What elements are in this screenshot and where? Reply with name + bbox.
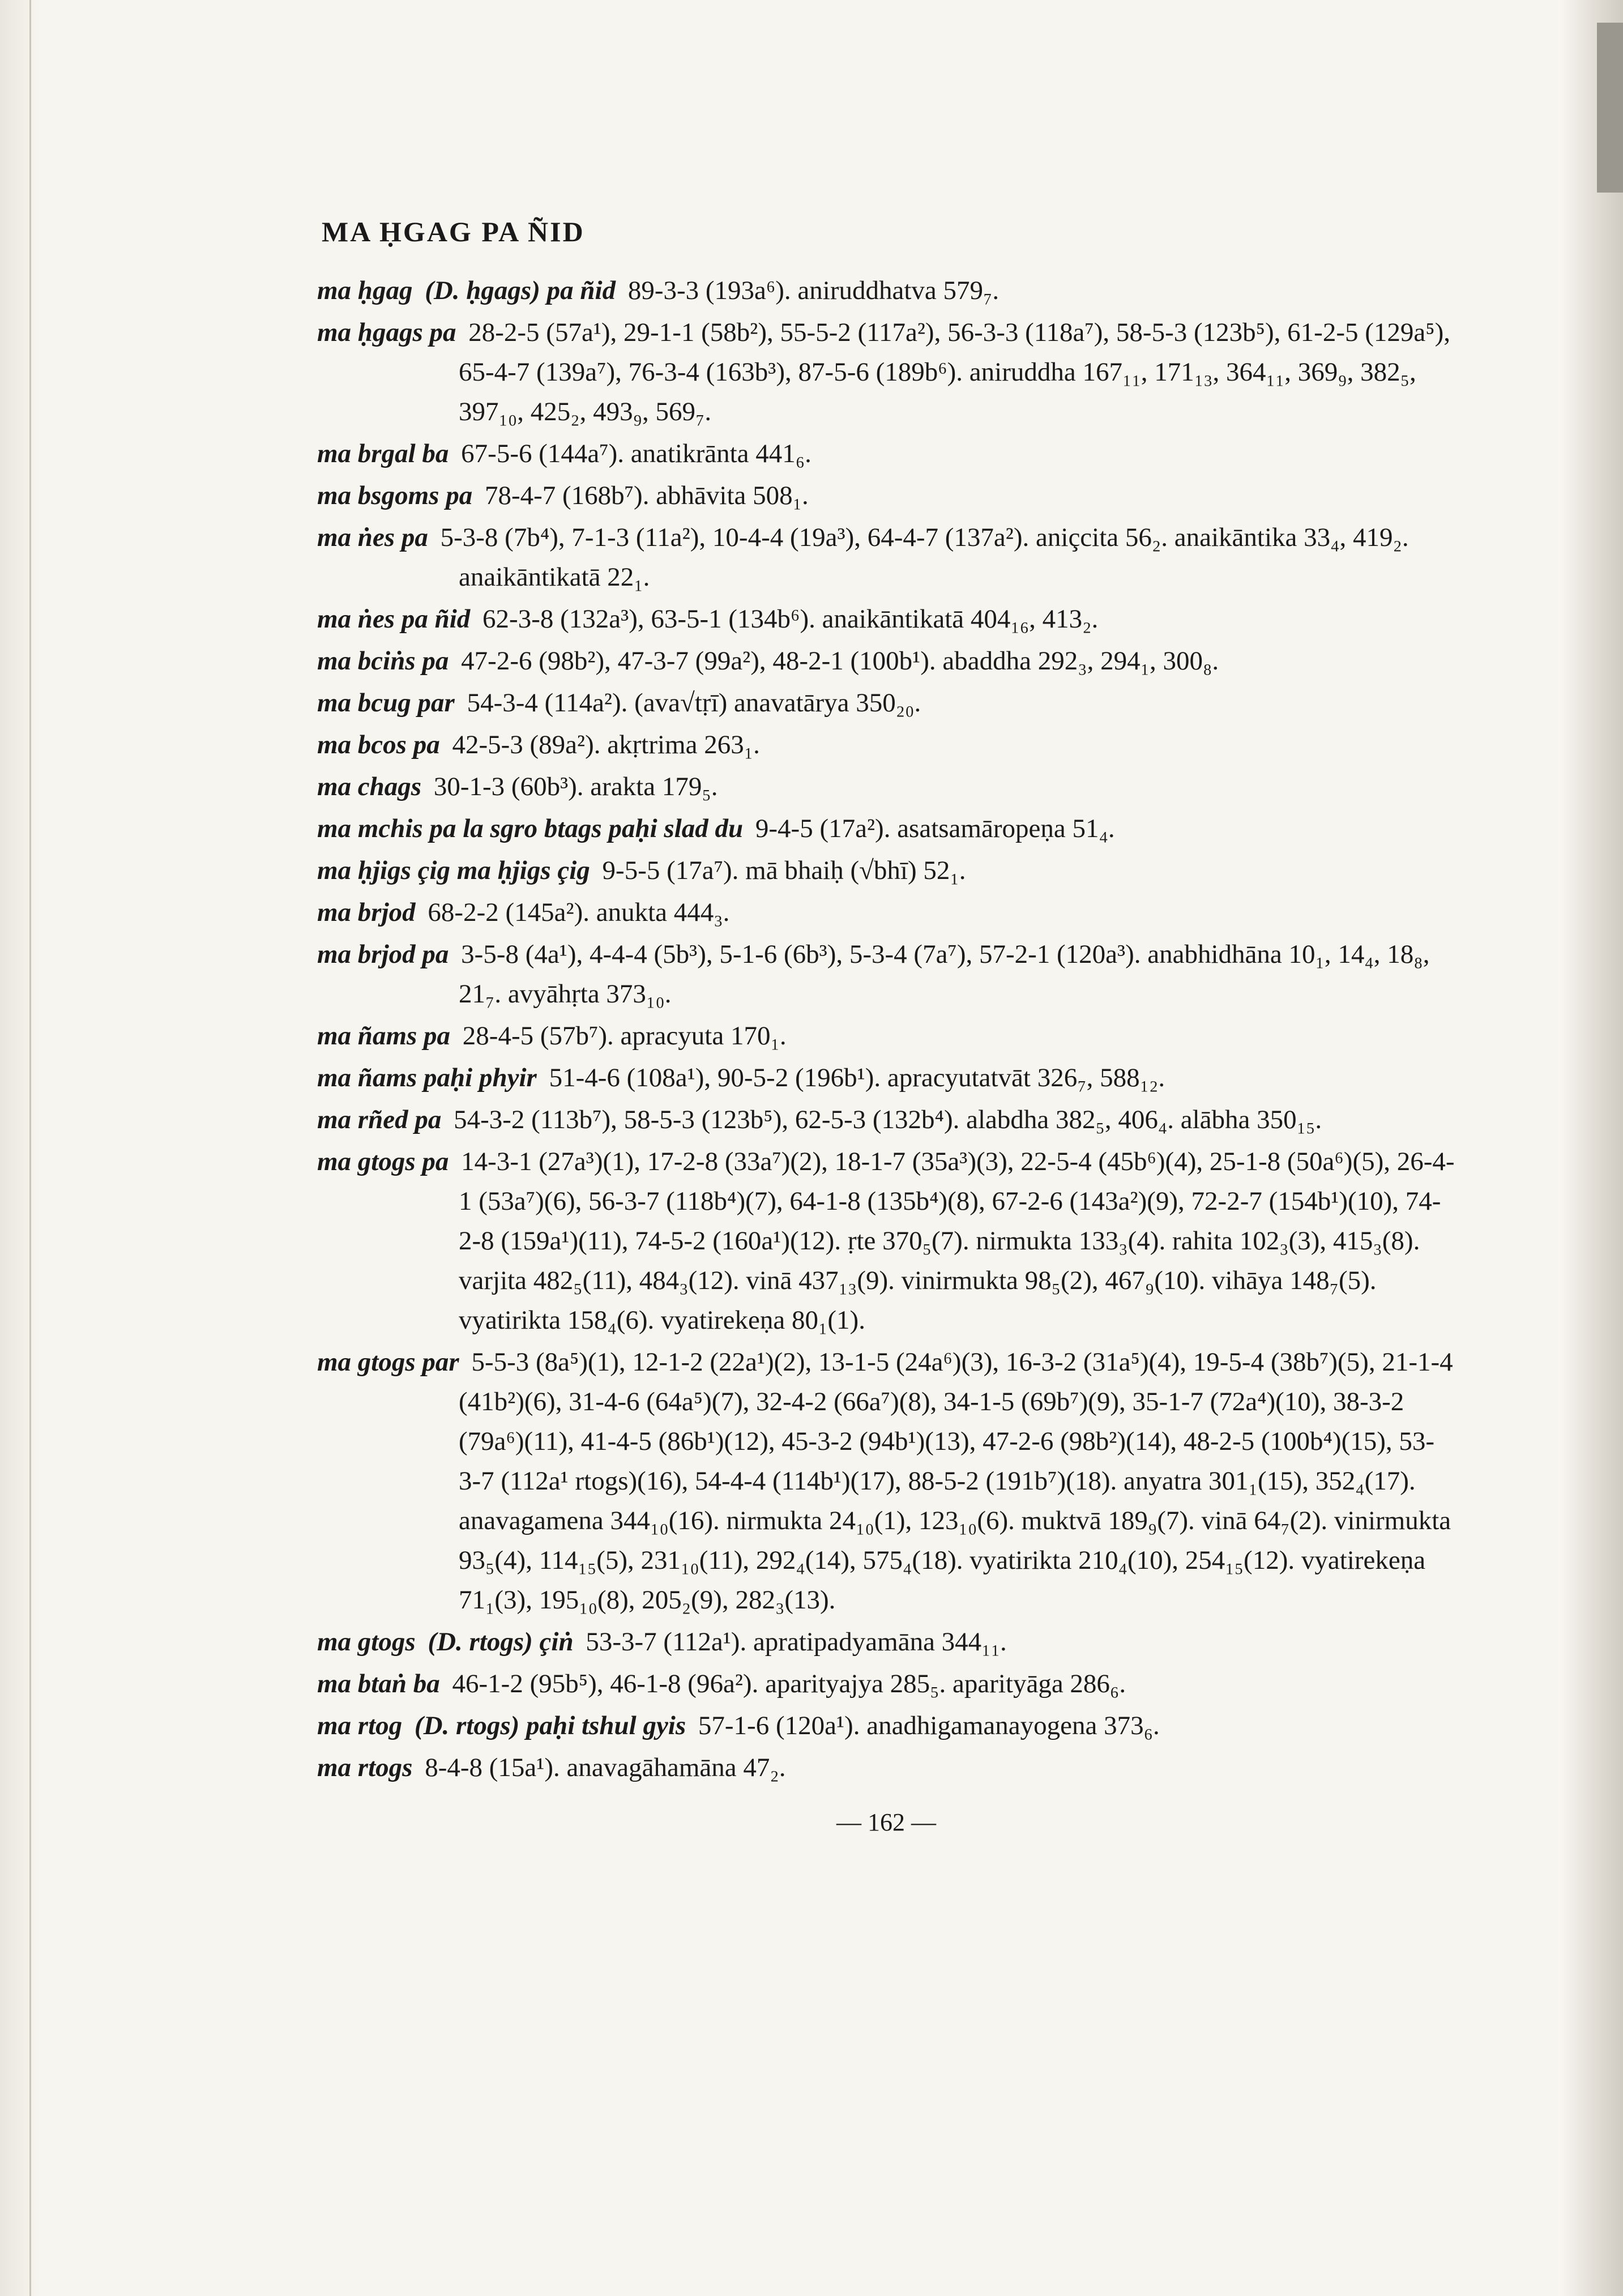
scan-corner-shadow	[1597, 23, 1623, 193]
entry-text: 78-4-7 (168b⁷). abhāvita 508₁.	[478, 481, 809, 510]
dictionary-entry	[317, 893, 1455, 932]
scan-right-edge	[1561, 0, 1623, 2296]
entry-list	[317, 271, 1455, 1787]
dictionary-entry	[317, 518, 1455, 597]
entry-text: 54-3-4 (114a²). (ava√tṛī) anavatārya 350₂₀.	[460, 688, 921, 718]
entry-text: 8-4-8 (15a¹). anavagāhamāna 47₂.	[418, 1753, 786, 1782]
entry-text: 57-1-6 (120a¹). anadhigamanayogena 373₆.	[691, 1711, 1160, 1740]
entry-text: 67-5-6 (144a⁷). anatikrānta 441₆.	[454, 439, 812, 468]
dictionary-entry	[317, 1058, 1455, 1098]
entry-term: ma bcug par	[317, 688, 455, 718]
entry-text: 5-3-8 (7b⁴), 7-1-3 (11a²), 10-4-4 (19a³), 64-4-7 (137a²). aniçcita 56₂. anaikāntika 33₄, 419₂. anaikāntikatā 22₁.	[433, 523, 1409, 592]
page-content	[317, 215, 1455, 1837]
entry-term: ma gtogs	[317, 1627, 416, 1657]
entry-term: ma brgal ba	[317, 439, 449, 468]
entry-text: 9-5-5 (17a⁷). mā bhaiḥ (√bhī) 52₁.	[595, 856, 966, 885]
dictionary-entry	[317, 1142, 1455, 1340]
entry-text: 68-2-2 (145a²). anukta 444₃.	[421, 898, 730, 927]
entry-text: 51-4-6 (108a¹), 90-5-2 (196b¹). apracyutatvāt 326₇, 588₁₂.	[542, 1063, 1165, 1092]
entry-term: ma rtogs	[317, 1753, 413, 1782]
entry-note: (D. rtogs) çiṅ	[421, 1627, 574, 1657]
dictionary-entry	[317, 809, 1455, 848]
dictionary-entry	[317, 1622, 1455, 1662]
entry-term: ma btaṅ ba	[317, 1669, 440, 1698]
entry-text: 28-2-5 (57a¹), 29-1-1 (58b²), 55-5-2 (117a²), 56-3-3 (118a⁷), 58-5-3 (123b⁵), 61-2-5 (129a⁵), 65-4-7 (139a⁷), 76-3-4 (163b³), 87-5-6 (189b⁶). aniruddha 167₁₁, 171₁₃, 364₁₁, 369₉, 382₅, 397₁₀, 425₂, 493₉, 569₇.	[459, 318, 1451, 426]
entry-term: ma ḥgag	[317, 276, 413, 305]
dictionary-entry	[317, 767, 1455, 806]
dictionary-entry	[317, 434, 1455, 473]
entry-term: ma bciṅs pa	[317, 646, 449, 676]
dictionary-entry	[317, 1664, 1455, 1704]
entry-text: 5-5-3 (8a⁵)(1), 12-1-2 (22a¹)(2), 13-1-5 (24a⁶)(3), 16-3-2 (31a⁵)(4), 19-5-4 (38b⁷)(5), 21-1-4 (41b²)(6), 31-4-6 (64a⁵)(7), 32-4-2 (66a⁷)(8), 34-1-5 (69b⁷)(9), 35-1-7 (72a⁴)(10), 38-3-2 (79a⁶)(11), 41-4-5 (86b¹)(12), 45-3-2 (94b¹)(13), 47-2-6 (98b²)(14), 48-2-5 (100b⁴)(15), 53-3-7 (112a¹ rtogs)(16), 54-4-4 (114b¹)(17), 88-5-2 (191b⁷)(18). anyatra 301₁(15), 352₄(17). anavagamena 344₁₀(16). nirmukta 24₁₀(1), 123₁₀(6). muktvā 189₉(7). vinā 64₇(2). vinirmukta 93₅(4), 114₁₅(5), 231₁₀(11), 292₄(14), 575₄(18). vyatirikta 210₄(10), 254₁₅(12). vyatirekeṇa 71₁(3), 195₁₀(8), 205₂(9), 282₃(13).	[459, 1347, 1453, 1615]
entry-text: 42-5-3 (89a²). akṛtrima 263₁.	[445, 730, 760, 759]
entry-text: 9-4-5 (17a²). asatsamāropeṇa 51₄.	[749, 814, 1115, 843]
dictionary-entry	[317, 1100, 1455, 1140]
dictionary-entry	[317, 1748, 1455, 1787]
entry-term: ma chags	[317, 772, 422, 801]
dictionary-entry	[317, 851, 1455, 890]
entry-term: ma rñed pa	[317, 1105, 442, 1134]
entry-text: 30-1-3 (60b³). arakta 179₅.	[427, 772, 718, 801]
dictionary-entry	[317, 476, 1455, 515]
page-number: — 162 —	[836, 1808, 936, 1836]
entry-text: 47-2-6 (98b²), 47-3-7 (99a²), 48-2-1 (100b¹). abaddha 292₃, 294₁, 300₈.	[454, 646, 1219, 676]
entry-term: ma bcos pa	[317, 730, 440, 759]
running-header: MA ḤGAG PA ÑID	[322, 216, 585, 247]
entry-text: 3-5-8 (4a¹), 4-4-4 (5b³), 5-1-6 (6b³), 5-3-4 (7a⁷), 57-2-1 (120a³). anabhidhāna 10₁, 14₄, 18₈, 21₇. avyāhṛta 373₁₀.	[454, 940, 1430, 1009]
dictionary-entry	[317, 683, 1455, 723]
dictionary-entry	[317, 1706, 1455, 1746]
entry-note: (D. rtogs) paḥi tshul gyis	[408, 1711, 686, 1740]
entry-term: ma gtogs par	[317, 1347, 459, 1377]
scan-binding-line	[29, 0, 31, 2296]
dictionary-entry	[317, 934, 1455, 1014]
entry-text: 28-4-5 (57b⁷). apracyuta 170₁.	[456, 1021, 787, 1051]
entry-term: ma ṅes pa ñid	[317, 604, 471, 634]
entry-text: 14-3-1 (27a³)(1), 17-2-8 (33a⁷)(2), 18-1-7 (35a³)(3), 22-5-4 (45b⁶)(4), 25-1-8 (50a⁶)(5), 26-4-1 (53a⁷)(6), 56-3-7 (118b⁴)(7), 64-1-8 (135b⁴)(8), 67-2-6 (143a²)(9), 72-2-7 (154b¹)(10), 74-2-8 (159a¹)(11), 74-5-2 (160a¹)(12). ṛte 370₅(7). nirmukta 133₃(4). rahita 102₃(3), 415₃(8). varjita 482₅(11), 484₃(12). vinā 437₁₃(9). vinirmukta 98₅(2), 467₉(10). vihāya 148₇(5). vyatirikta 158₄(6). vyatirekeṇa 80₁(1).	[454, 1147, 1455, 1335]
entry-term: ma rtog	[317, 1711, 403, 1740]
entry-text: 54-3-2 (113b⁷), 58-5-3 (123b⁵), 62-5-3 (132b⁴). alabdha 382₅, 406₄. alābha 350₁₅.	[447, 1105, 1322, 1134]
dictionary-entry	[317, 1342, 1455, 1620]
scan-left-edge	[0, 0, 40, 2296]
entry-term: ma ḥgags pa	[317, 318, 456, 347]
dictionary-entry	[317, 599, 1455, 639]
entry-term: ma gtogs pa	[317, 1147, 449, 1176]
entry-term: ma brjod	[317, 898, 416, 927]
dictionary-entry	[317, 641, 1455, 681]
dictionary-entry	[317, 1016, 1455, 1056]
entry-term: ma bsgoms pa	[317, 481, 473, 510]
entry-text: 89-3-3 (193a⁶). aniruddhatva 579₇.	[621, 276, 1000, 305]
entry-term: ma ṅes pa	[317, 523, 428, 552]
dictionary-entry	[317, 313, 1455, 432]
dictionary-entry	[317, 271, 1455, 310]
entry-text: 53-3-7 (112a¹). apratipadyamāna 344₁₁.	[579, 1627, 1007, 1657]
entry-term: ma brjod pa	[317, 940, 449, 969]
entry-note: (D. ḥgags) pa ñid	[418, 276, 616, 305]
entry-term: ma mchis pa la sgro btags paḥi slad du	[317, 814, 744, 843]
entry-term: ma ñams paḥi phyir	[317, 1063, 537, 1092]
entry-term: ma ñams pa	[317, 1021, 451, 1051]
entry-text: 62-3-8 (132a³), 63-5-1 (134b⁶). anaikāntikatā 404₁₆, 413₂.	[476, 604, 1099, 634]
dictionary-entry	[317, 725, 1455, 765]
entry-term: ma ḥjigs çig ma ḥjigs çig	[317, 856, 590, 885]
entry-text: 46-1-2 (95b⁵), 46-1-8 (96a²). aparityajya 285₅. aparityāga 286₆.	[445, 1669, 1126, 1698]
